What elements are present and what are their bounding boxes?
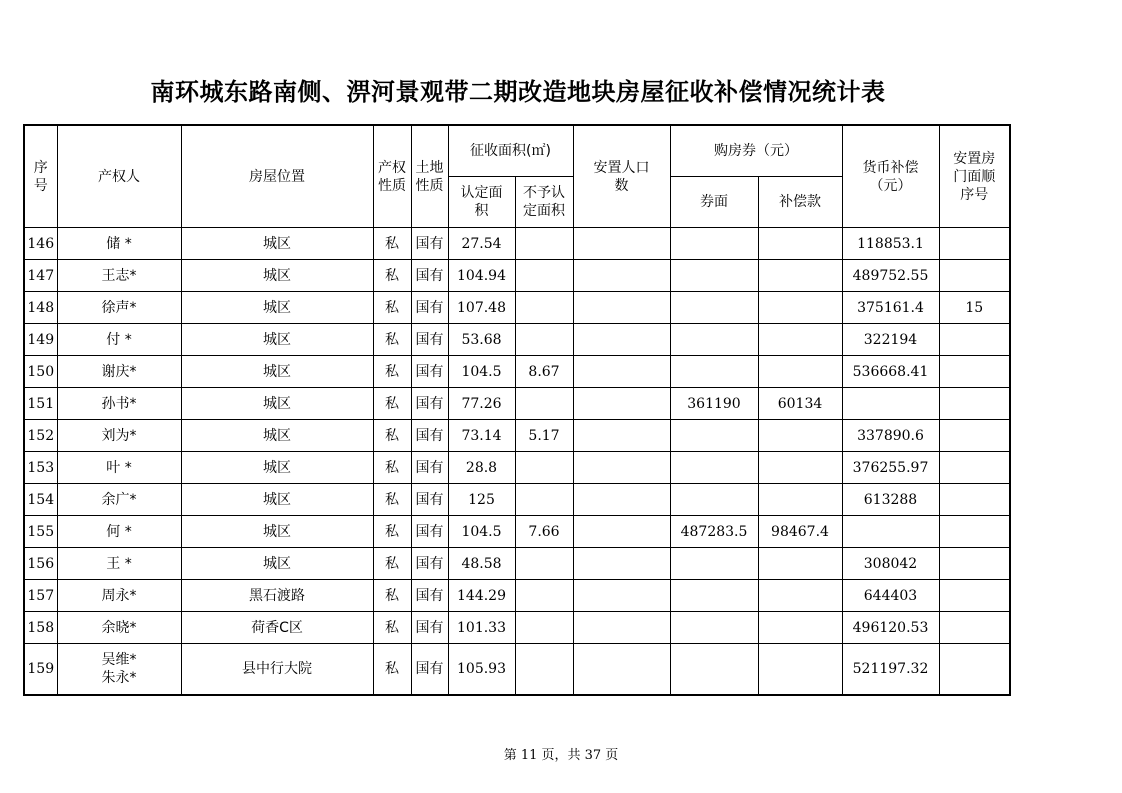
cell-unrecognized-area <box>515 644 573 696</box>
cell-resettle-pop <box>573 388 670 420</box>
cell-property: 私 <box>373 548 411 580</box>
cell-voucher-comp <box>758 484 842 516</box>
cell-resettle-pop <box>573 356 670 388</box>
cell-owner: 余晓* <box>57 612 181 644</box>
cell-resettle-pop <box>573 228 670 260</box>
cell-seq: 148 <box>24 292 57 324</box>
cell-voucher-comp <box>758 420 842 452</box>
table-row <box>24 356 1010 388</box>
compensation-table <box>23 124 1011 696</box>
cell-seq: 154 <box>24 484 57 516</box>
cell-land: 国有 <box>411 452 448 484</box>
cell-seq: 152 <box>24 420 57 452</box>
cell-voucher-face <box>670 356 758 388</box>
cell-seq: 157 <box>24 580 57 612</box>
cell-shop-order <box>939 388 1010 420</box>
cell-property: 私 <box>373 228 411 260</box>
header-seq: 序号 <box>24 125 57 228</box>
table-row <box>24 260 1010 292</box>
cell-cash-comp: 118853.1 <box>842 228 939 260</box>
cell-owner: 王 * <box>57 548 181 580</box>
cell-voucher-comp <box>758 324 842 356</box>
header-area-unrecognized: 不予认定面积 <box>515 177 573 228</box>
cell-resettle-pop <box>573 452 670 484</box>
cell-area: 48.58 <box>448 548 515 580</box>
cell-owner: 孙书* <box>57 388 181 420</box>
cell-resettle-pop <box>573 324 670 356</box>
cell-voucher-face <box>670 292 758 324</box>
cell-seq: 150 <box>24 356 57 388</box>
cell-voucher-face: 487283.5 <box>670 516 758 548</box>
cell-resettle-pop <box>573 580 670 612</box>
cell-owner: 吴维* 朱永* <box>57 644 181 696</box>
cell-land: 国有 <box>411 516 448 548</box>
cell-area: 144.29 <box>448 580 515 612</box>
cell-voucher-comp <box>758 292 842 324</box>
cell-owner: 刘为* <box>57 420 181 452</box>
cell-shop-order <box>939 516 1010 548</box>
cell-land: 国有 <box>411 324 448 356</box>
cell-voucher-face <box>670 644 758 696</box>
cell-voucher-face <box>670 612 758 644</box>
cell-land: 国有 <box>411 292 448 324</box>
header-property-nature: 产权性质 <box>373 125 411 228</box>
header-resettle-pop: 安置人口数 <box>573 125 670 228</box>
cell-area: 53.68 <box>448 324 515 356</box>
cell-location: 城区 <box>181 548 373 580</box>
cell-shop-order <box>939 356 1010 388</box>
cell-voucher-comp <box>758 356 842 388</box>
table-row <box>24 612 1010 644</box>
cell-location: 黑石渡路 <box>181 580 373 612</box>
cell-area: 73.14 <box>448 420 515 452</box>
cell-area: 27.54 <box>448 228 515 260</box>
cell-cash-comp: 337890.6 <box>842 420 939 452</box>
cell-area: 107.48 <box>448 292 515 324</box>
cell-unrecognized-area: 8.67 <box>515 356 573 388</box>
cell-cash-comp: 613288 <box>842 484 939 516</box>
cell-cash-comp <box>842 388 939 420</box>
cell-location: 荷香C区 <box>181 612 373 644</box>
cell-owner: 付 * <box>57 324 181 356</box>
cell-shop-order <box>939 324 1010 356</box>
header-land-nature: 土地性质 <box>411 125 448 228</box>
cell-seq: 146 <box>24 228 57 260</box>
cell-owner: 叶 * <box>57 452 181 484</box>
cell-property: 私 <box>373 388 411 420</box>
cell-shop-order: 15 <box>939 292 1010 324</box>
cell-unrecognized-area <box>515 260 573 292</box>
table-body <box>24 228 1010 696</box>
cell-owner: 谢庆* <box>57 356 181 388</box>
header-area-recognized: 认定面积 <box>448 177 515 228</box>
table-row <box>24 548 1010 580</box>
cell-unrecognized-area: 7.66 <box>515 516 573 548</box>
cell-voucher-comp <box>758 228 842 260</box>
cell-area: 125 <box>448 484 515 516</box>
cell-shop-order <box>939 548 1010 580</box>
cell-location: 城区 <box>181 420 373 452</box>
cell-voucher-comp: 60134 <box>758 388 842 420</box>
cell-area: 104.94 <box>448 260 515 292</box>
cell-land: 国有 <box>411 644 448 696</box>
cell-resettle-pop <box>573 420 670 452</box>
cell-voucher-comp <box>758 580 842 612</box>
cell-voucher-comp: 98467.4 <box>758 516 842 548</box>
cell-property: 私 <box>373 260 411 292</box>
cell-shop-order <box>939 420 1010 452</box>
cell-property: 私 <box>373 324 411 356</box>
cell-area: 104.5 <box>448 516 515 548</box>
cell-resettle-pop <box>573 548 670 580</box>
cell-voucher-face: 361190 <box>670 388 758 420</box>
cell-seq: 149 <box>24 324 57 356</box>
cell-owner: 徐声* <box>57 292 181 324</box>
header-location: 房屋位置 <box>181 125 373 228</box>
cell-property: 私 <box>373 644 411 696</box>
cell-property: 私 <box>373 580 411 612</box>
cell-cash-comp <box>842 516 939 548</box>
cell-land: 国有 <box>411 420 448 452</box>
cell-location: 城区 <box>181 516 373 548</box>
cell-voucher-face <box>670 260 758 292</box>
table-row <box>24 420 1010 452</box>
cell-owner: 周永* <box>57 580 181 612</box>
cell-cash-comp: 308042 <box>842 548 939 580</box>
cell-cash-comp: 375161.4 <box>842 292 939 324</box>
cell-property: 私 <box>373 484 411 516</box>
header-area-group: 征收面积(㎡) <box>448 125 573 177</box>
cell-location: 城区 <box>181 324 373 356</box>
cell-voucher-comp <box>758 452 842 484</box>
cell-unrecognized-area <box>515 228 573 260</box>
cell-owner: 何 * <box>57 516 181 548</box>
cell-property: 私 <box>373 516 411 548</box>
cell-cash-comp: 322194 <box>842 324 939 356</box>
cell-land: 国有 <box>411 228 448 260</box>
cell-area: 105.93 <box>448 644 515 696</box>
cell-owner: 王志* <box>57 260 181 292</box>
cell-cash-comp: 536668.41 <box>842 356 939 388</box>
cell-location: 城区 <box>181 292 373 324</box>
cell-property: 私 <box>373 612 411 644</box>
cell-seq: 151 <box>24 388 57 420</box>
cell-area: 77.26 <box>448 388 515 420</box>
cell-property: 私 <box>373 292 411 324</box>
cell-location: 城区 <box>181 452 373 484</box>
cell-land: 国有 <box>411 356 448 388</box>
cell-resettle-pop <box>573 292 670 324</box>
header-cash-comp: 货币补偿（元） <box>842 125 939 228</box>
cell-land: 国有 <box>411 388 448 420</box>
cell-shop-order <box>939 644 1010 696</box>
table-row <box>24 388 1010 420</box>
cell-location: 城区 <box>181 228 373 260</box>
cell-voucher-face <box>670 580 758 612</box>
cell-owner: 储 * <box>57 228 181 260</box>
header-voucher-face: 券面 <box>670 177 758 228</box>
table-row <box>24 228 1010 260</box>
cell-land: 国有 <box>411 612 448 644</box>
cell-seq: 153 <box>24 452 57 484</box>
cell-voucher-face <box>670 228 758 260</box>
cell-location: 城区 <box>181 260 373 292</box>
cell-seq: 158 <box>24 612 57 644</box>
table-row <box>24 580 1010 612</box>
cell-cash-comp: 496120.53 <box>842 612 939 644</box>
cell-voucher-face <box>670 420 758 452</box>
header-shop-order: 安置房门面顺序号 <box>939 125 1010 228</box>
cell-property: 私 <box>373 452 411 484</box>
cell-cash-comp: 489752.55 <box>842 260 939 292</box>
table-row <box>24 644 1010 696</box>
header-voucher-group: 购房券（元） <box>670 125 842 177</box>
cell-land: 国有 <box>411 260 448 292</box>
table-row <box>24 324 1010 356</box>
cell-unrecognized-area <box>515 580 573 612</box>
cell-shop-order <box>939 484 1010 516</box>
cell-location: 县中行大院 <box>181 644 373 696</box>
cell-cash-comp: 376255.97 <box>842 452 939 484</box>
header-voucher-comp: 补偿款 <box>758 177 842 228</box>
cell-land: 国有 <box>411 484 448 516</box>
cell-voucher-comp <box>758 612 842 644</box>
cell-voucher-face <box>670 324 758 356</box>
cell-shop-order <box>939 228 1010 260</box>
table-row <box>24 292 1010 324</box>
cell-voucher-face <box>670 484 758 516</box>
cell-location: 城区 <box>181 388 373 420</box>
cell-area: 28.8 <box>448 452 515 484</box>
table-row <box>24 484 1010 516</box>
cell-shop-order <box>939 580 1010 612</box>
cell-resettle-pop <box>573 612 670 644</box>
cell-unrecognized-area <box>515 324 573 356</box>
cell-area: 104.5 <box>448 356 515 388</box>
page-title: 南环城东路南侧、淠河景观带二期改造地块房屋征收补偿情况统计表 <box>150 78 886 106</box>
cell-voucher-comp <box>758 548 842 580</box>
cell-seq: 147 <box>24 260 57 292</box>
cell-resettle-pop <box>573 484 670 516</box>
cell-resettle-pop <box>573 516 670 548</box>
cell-resettle-pop <box>573 644 670 696</box>
cell-unrecognized-area <box>515 292 573 324</box>
cell-shop-order <box>939 612 1010 644</box>
cell-unrecognized-area <box>515 548 573 580</box>
cell-location: 城区 <box>181 356 373 388</box>
header-owner: 产权人 <box>57 125 181 228</box>
cell-unrecognized-area <box>515 452 573 484</box>
cell-location: 城区 <box>181 484 373 516</box>
table-row <box>24 452 1010 484</box>
cell-unrecognized-area <box>515 484 573 516</box>
cell-property: 私 <box>373 356 411 388</box>
cell-voucher-comp <box>758 644 842 696</box>
page-footer: 第 11 页，共 37 页 <box>503 748 619 763</box>
cell-seq: 155 <box>24 516 57 548</box>
cell-voucher-face <box>670 452 758 484</box>
cell-unrecognized-area <box>515 388 573 420</box>
cell-cash-comp: 644403 <box>842 580 939 612</box>
cell-land: 国有 <box>411 548 448 580</box>
cell-cash-comp: 521197.32 <box>842 644 939 696</box>
cell-shop-order <box>939 260 1010 292</box>
cell-shop-order <box>939 452 1010 484</box>
cell-land: 国有 <box>411 580 448 612</box>
cell-voucher-comp <box>758 260 842 292</box>
cell-seq: 156 <box>24 548 57 580</box>
table-row <box>24 516 1010 548</box>
cell-unrecognized-area: 5.17 <box>515 420 573 452</box>
cell-property: 私 <box>373 420 411 452</box>
cell-resettle-pop <box>573 260 670 292</box>
cell-voucher-face <box>670 548 758 580</box>
cell-seq: 159 <box>24 644 57 696</box>
cell-area: 101.33 <box>448 612 515 644</box>
cell-unrecognized-area <box>515 612 573 644</box>
cell-owner: 余广* <box>57 484 181 516</box>
